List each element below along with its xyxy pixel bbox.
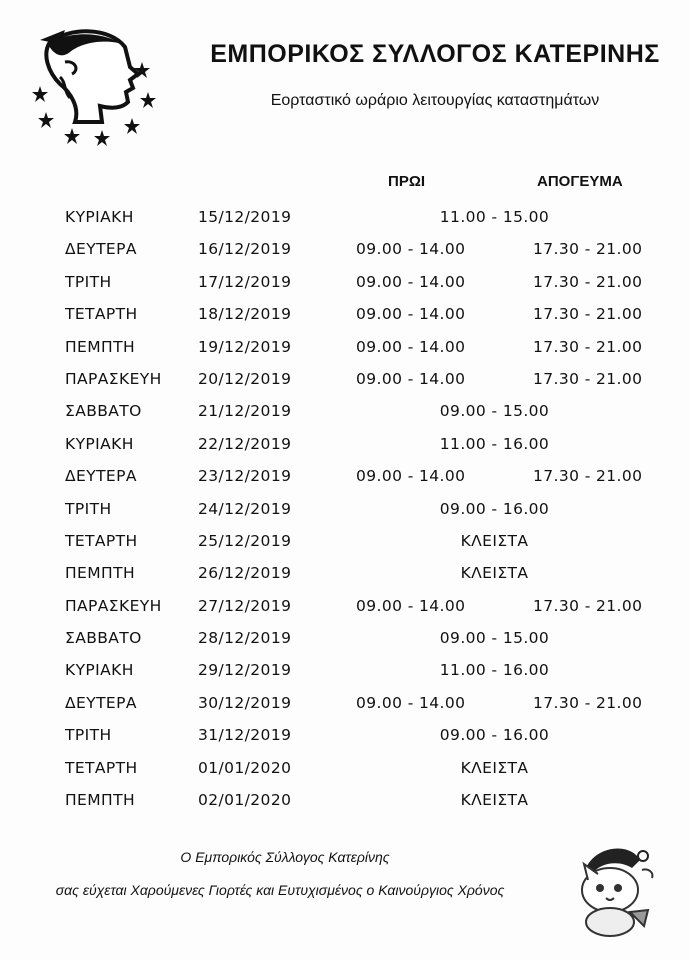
hours-morning: 09.00 - 14.00 <box>356 337 466 356</box>
hours-single: ΚΛΕΙΣΤΑ <box>460 791 529 810</box>
day-name: ΤΡΙΤΗ <box>65 272 112 291</box>
day-name: ΤΕΤΑΡΤΗ <box>65 758 138 777</box>
hours-morning: 09.00 - 14.00 <box>356 272 466 291</box>
hours-single: 11.00 - 15.00 <box>439 208 550 226</box>
schedule-row <box>0 591 690 623</box>
schedule-row <box>0 558 690 590</box>
date: 27/12/2019 <box>198 596 292 615</box>
hours-single: ΚΛΕΙΣΤΑ <box>460 758 529 777</box>
hours-single: ΚΛΕΙΣΤΑ <box>460 564 529 583</box>
hours-afternoon: 17.30 - 21.00 <box>533 272 643 291</box>
day-name: ΔΕΥΤΕΡΑ <box>65 467 137 486</box>
hours-single: 11.00 - 16.00 <box>439 434 550 453</box>
hours-single: 09.00 - 15.00 <box>439 402 550 421</box>
hours-morning: 09.00 - 14.00 <box>356 467 466 486</box>
schedule-row <box>0 267 690 299</box>
date: 20/12/2019 <box>198 369 292 388</box>
schedule-row <box>0 364 690 396</box>
day-name: ΤΕΤΑΡΤΗ <box>65 305 138 324</box>
schedule-row <box>0 623 690 655</box>
day-name: ΤΕΤΑΡΤΗ <box>65 531 138 550</box>
footer-greeting: σας εύχεται Χαρούμενες Γιορτές και Ευτυχισμένος ο Καινούργιος Χρόνος <box>55 882 505 898</box>
schedule-row <box>0 332 690 364</box>
date: 23/12/2019 <box>198 467 292 486</box>
hours-single: 11.00 - 16.00 <box>439 661 550 680</box>
schedule-row <box>0 234 690 266</box>
date: 16/12/2019 <box>198 240 292 259</box>
date: 30/12/2019 <box>198 693 292 712</box>
hours-single: ΚΛΕΙΣΤΑ <box>460 531 529 550</box>
date: 28/12/2019 <box>198 629 292 648</box>
hours-morning: 09.00 - 14.00 <box>356 240 466 259</box>
page-subtitle: Εορταστικό ωράριο λειτουργίας καταστημάτων <box>270 92 600 109</box>
footer-signature: Ο Εμπορικός Σύλλογος Κατερίνης <box>180 849 390 865</box>
day-name: ΣΑΒΒΑΤΟ <box>65 402 142 421</box>
schedule-row <box>0 396 690 428</box>
page-title: ΕΜΠΟΡΙΚΟΣ ΣΥΛΛΟΓΟΣ ΚΑΤΕΡΙΝΗΣ <box>210 40 660 68</box>
christmas-cat-icon <box>560 840 670 940</box>
day-name: ΚΥΡΙΑΚΗ <box>65 434 134 453</box>
date: 17/12/2019 <box>198 272 292 291</box>
hours-single: 09.00 - 15.00 <box>439 629 550 648</box>
schedule-row <box>0 429 690 461</box>
date: 31/12/2019 <box>198 726 292 745</box>
date: 01/01/2020 <box>198 758 292 777</box>
day-name: ΣΑΒΒΑΤΟ <box>65 629 142 648</box>
schedule-row <box>0 655 690 687</box>
day-name: ΠΑΡΑΣΚΕΥΗ <box>65 596 162 615</box>
hours-afternoon: 17.30 - 21.00 <box>533 467 643 486</box>
day-name: ΠΕΜΠΤΗ <box>65 337 136 356</box>
schedule-row <box>0 720 690 752</box>
date: 29/12/2019 <box>198 661 292 680</box>
hours-afternoon: 17.30 - 21.00 <box>533 305 643 324</box>
hours-morning: 09.00 - 14.00 <box>356 369 466 388</box>
day-name: ΤΡΙΤΗ <box>65 499 112 518</box>
date: 26/12/2019 <box>198 564 292 583</box>
hours-morning: 09.00 - 14.00 <box>356 596 466 615</box>
column-header-afternoon: ΑΠΟΓΕΥΜΑ <box>537 173 623 190</box>
hours-single: 09.00 - 16.00 <box>439 726 550 745</box>
schedule-row <box>0 753 690 785</box>
schedule-row <box>0 202 690 234</box>
day-name: ΚΥΡΙΑΚΗ <box>65 208 134 226</box>
hours-single: 09.00 - 16.00 <box>439 499 550 518</box>
day-name: ΠΕΜΠΤΗ <box>65 791 136 810</box>
hours-afternoon: 17.30 - 21.00 <box>533 369 643 388</box>
date: 18/12/2019 <box>198 305 292 324</box>
day-name: ΤΡΙΤΗ <box>65 726 112 745</box>
hours-afternoon: 17.30 - 21.00 <box>533 337 643 356</box>
hours-morning: 09.00 - 14.00 <box>356 305 466 324</box>
schedule-row <box>0 494 690 526</box>
schedule-row <box>0 299 690 331</box>
schedule-row <box>0 785 690 817</box>
schedule-list <box>0 202 690 817</box>
date: 02/01/2020 <box>198 791 292 810</box>
day-name: ΠΕΜΠΤΗ <box>65 564 136 583</box>
hermes-logo-icon <box>30 22 170 152</box>
hours-afternoon: 17.30 - 21.00 <box>533 240 643 259</box>
day-name: ΠΑΡΑΣΚΕΥΗ <box>65 369 162 388</box>
date: 21/12/2019 <box>198 402 292 421</box>
hours-morning: 09.00 - 14.00 <box>356 693 466 712</box>
column-header-morning: ΠΡΩΙ <box>388 173 426 190</box>
date: 25/12/2019 <box>198 531 292 550</box>
schedule-row <box>0 461 690 493</box>
date: 24/12/2019 <box>198 499 292 518</box>
hours-afternoon: 17.30 - 21.00 <box>533 693 643 712</box>
schedule-row <box>0 688 690 720</box>
day-name: ΚΥΡΙΑΚΗ <box>65 661 134 680</box>
schedule-row <box>0 526 690 558</box>
date: 15/12/2019 <box>198 208 292 226</box>
day-name: ΔΕΥΤΕΡΑ <box>65 693 137 712</box>
date: 22/12/2019 <box>198 434 292 453</box>
hours-afternoon: 17.30 - 21.00 <box>533 596 643 615</box>
day-name: ΔΕΥΤΕΡΑ <box>65 240 137 259</box>
date: 19/12/2019 <box>198 337 292 356</box>
